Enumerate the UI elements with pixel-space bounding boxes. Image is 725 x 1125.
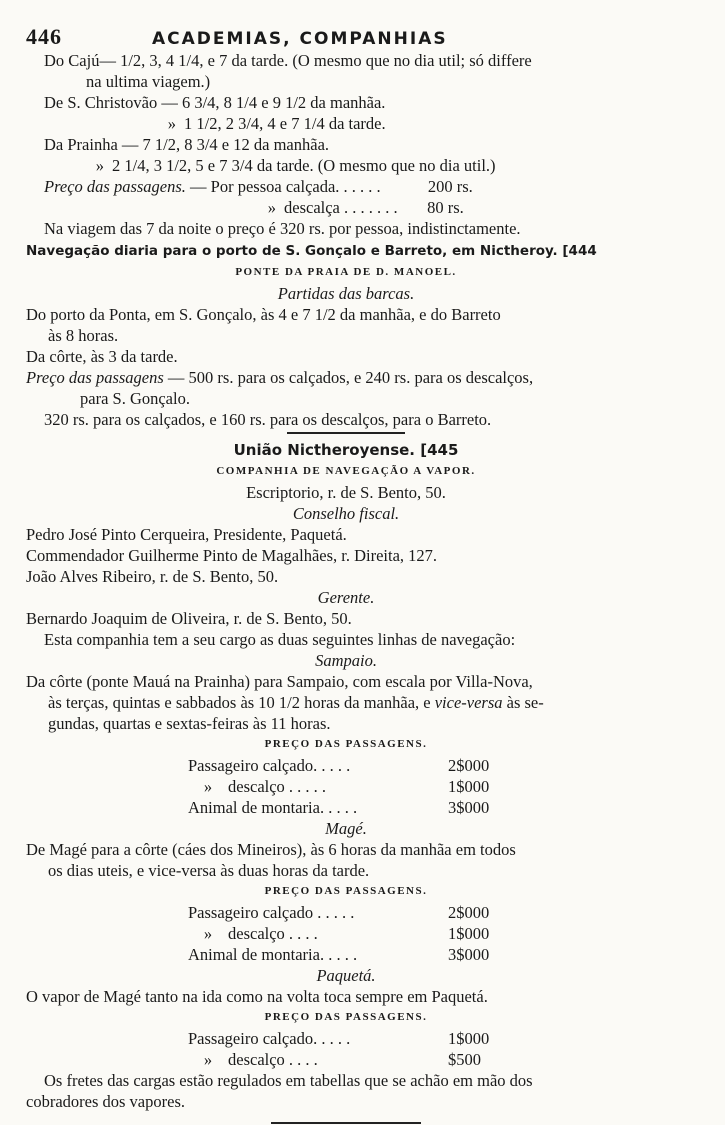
price-row-value: 1$000 <box>448 777 490 796</box>
price-descalca-value: 80 rs. <box>427 198 464 217</box>
price-row <box>188 923 518 944</box>
section-444-para-2: Da côrte, às 3 da tarde. <box>26 347 178 366</box>
council-member: João Alves Ribeiro, r. de S. Bento, 50. <box>26 567 279 586</box>
price-row-value: 3$000 <box>448 798 490 817</box>
price-row <box>188 797 518 818</box>
price-calcada-value: 200 rs. <box>427 177 473 196</box>
manager-name: Bernardo Joaquim de Oliveira, r. de S. Bento, 50. <box>26 609 352 628</box>
section-444-para-1b: às 8 horas. <box>48 326 119 345</box>
sampaio-line-2b: vice-versa <box>434 693 503 712</box>
section-444-para-3b: para S. Gonçalo. <box>80 389 190 408</box>
freight-line-2: cobradores dos vapores. <box>26 1092 185 1111</box>
mage-line-2: os dias uteis, e vice-versa às duas horas da tarde. <box>48 861 370 880</box>
price-row-label: descalço . . . . <box>228 924 318 943</box>
council-member: Pedro José Pinto Cerqueira, Presidente, Paquetá. <box>26 525 347 544</box>
sampaio-price-heading: PREÇO DAS PASSAGENS. <box>264 738 428 750</box>
sampaio-line-3: gundas, quartas e sextas-feiras às 11 horas. <box>48 714 331 733</box>
price-row-value: 1$000 <box>448 924 490 943</box>
price-row <box>188 1028 518 1049</box>
manager-heading: Gerente. <box>317 588 375 607</box>
ditto-mark: » <box>203 777 213 796</box>
ditto-mark: » <box>203 924 213 943</box>
caju-line-2: na ultima viagem.) <box>86 72 211 91</box>
ditto-mark: » <box>167 114 176 133</box>
paqueta-price-table <box>188 1028 518 1070</box>
christovao-line-2 <box>26 113 666 134</box>
section-444-subtitle: PONTE DA PRAIA DE D. MANOEL. <box>235 266 457 278</box>
freight-line-1: Os fretes das cargas estão regulados em tabellas que se achão em mão dos <box>44 1071 533 1090</box>
price-line-1 <box>26 176 666 197</box>
council-heading: Conselho fiscal. <box>292 504 400 523</box>
section-444-para-3 <box>26 367 666 388</box>
section-444-price-label: Preço das passagens <box>26 368 164 387</box>
prainha-line-2 <box>26 155 666 176</box>
paqueta-line-1: O vapor de Magé tanto na ida como na volta toca sempre em Paquetá. <box>26 987 488 1006</box>
prainha-line-1: Da Prainha — 7 1/2, 8 3/4 e 12 da manhãa. <box>44 135 330 154</box>
page-number: 446 <box>26 24 62 49</box>
price-row <box>188 944 518 965</box>
price-row-label: Passageiro calçado. . . . . <box>188 756 351 775</box>
night-trip-note: Na viagem das 7 da noite o preço é 320 rs. por pessoa, indistinctamente. <box>44 219 521 238</box>
page-header <box>26 26 666 50</box>
christovao-times-afternoon: 1 1/2, 2 3/4, 4 e 7 1/4 da tarde. <box>184 114 386 133</box>
price-row-label: Passageiro calçado. . . . . <box>188 1029 351 1048</box>
price-row <box>188 902 518 923</box>
price-row-value: 3$000 <box>448 945 490 964</box>
section-445-subtitle: COMPANHIA DE NAVEGAÇÃO A VAPOR. <box>216 465 476 477</box>
sampaio-line-2a: às terças, quintas e sabbados às 10 1/2 horas da manhãa, e <box>48 693 431 712</box>
ditto-mark: » <box>95 156 104 175</box>
mage-heading: Magé. <box>325 819 367 838</box>
section-divider <box>287 432 405 434</box>
price-row <box>188 755 518 776</box>
price-row-label: descalço . . . . <box>228 1050 318 1069</box>
council-member: Commendador Guilherme Pinto de Magalhães, r. Direita, 127. <box>26 546 438 565</box>
price-row-value: $500 <box>448 1050 481 1069</box>
mage-line-1: De Magé para a côrte (cáes dos Mineiros), às 6 horas da manhãa em todos <box>26 840 516 859</box>
lines-intro: Esta companhia tem a seu cargo as duas seguintes linhas de navegação: <box>44 630 516 649</box>
mage-price-heading: PREÇO DAS PASSAGENS. <box>264 885 428 897</box>
end-rule <box>271 1122 421 1124</box>
price-line-2 <box>26 197 666 218</box>
sampaio-line-2 <box>26 692 666 713</box>
prainha-times-afternoon: 2 1/4, 3 1/2, 5 e 7 3/4 da tarde. (O mesmo que no dia util.) <box>112 156 496 175</box>
running-title: ACADEMIAS, COMPANHIAS <box>152 29 448 49</box>
christovao-line-1: De S. Christovão — 6 3/4, 8 1/4 e 9 1/2 da manhãa. <box>44 93 386 112</box>
document-page <box>26 26 666 1124</box>
paqueta-heading: Paquetá. <box>316 966 376 985</box>
sampaio-line-2c: às se- <box>506 693 544 712</box>
price-row-value: 2$000 <box>448 903 490 922</box>
section-444-price-text: — 500 rs. para os calçados, e 240 rs. para os descalços, <box>167 368 534 387</box>
section-445-title: União Nictheroyense. [445 <box>233 441 459 459</box>
office-address: Escriptorio, r. de S. Bento, 50. <box>246 483 446 502</box>
price-label: Preço das passagens. <box>44 177 186 196</box>
price-row-label: descalço . . . . . <box>228 777 327 796</box>
sampaio-price-table <box>188 755 518 818</box>
price-row-label: Animal de montaria. . . . . <box>188 798 358 817</box>
price-row-label: Passageiro calçado . . . . . <box>188 903 355 922</box>
price-row <box>188 1049 518 1070</box>
sampaio-line-1: Da côrte (ponte Mauá na Prainha) para Sampaio, com escala por Villa-Nova, <box>26 672 533 691</box>
price-row-value: 1$000 <box>448 1029 490 1048</box>
price-descalca: descalça . . . . . . . <box>284 198 398 217</box>
caju-line-1: Do Cajú— 1/2, 3, 4 1/4, e 7 da tarde. (O mesmo que no dia util; só differe <box>44 51 532 70</box>
mage-price-table <box>188 902 518 965</box>
section-444-para-4: 320 rs. para os calçados, e 160 rs. para os descalços, para o Barreto. <box>44 410 492 429</box>
price-row <box>188 776 518 797</box>
ditto-mark: » <box>203 1050 213 1069</box>
paqueta-price-heading: PREÇO DAS PASSAGENS. <box>264 1011 428 1023</box>
sampaio-heading: Sampaio. <box>315 651 377 670</box>
section-444-para-1: Do porto da Ponta, em S. Gonçalo, às 4 e 7 1/2 da manhãa, e do Barreto <box>26 305 501 324</box>
section-444-title: Navegação diaria para o porto de S. Gonçalo e Barreto, em Nictheroy. [444 <box>26 243 597 259</box>
section-444-heading: Partidas das barcas. <box>277 284 415 303</box>
price-row-value: 2$000 <box>448 756 490 775</box>
ditto-mark: » <box>267 198 276 217</box>
price-row-label: Animal de montaria. . . . . <box>188 945 358 964</box>
price-calcada: — Por pessoa calçada. . . . . . <box>190 177 381 196</box>
